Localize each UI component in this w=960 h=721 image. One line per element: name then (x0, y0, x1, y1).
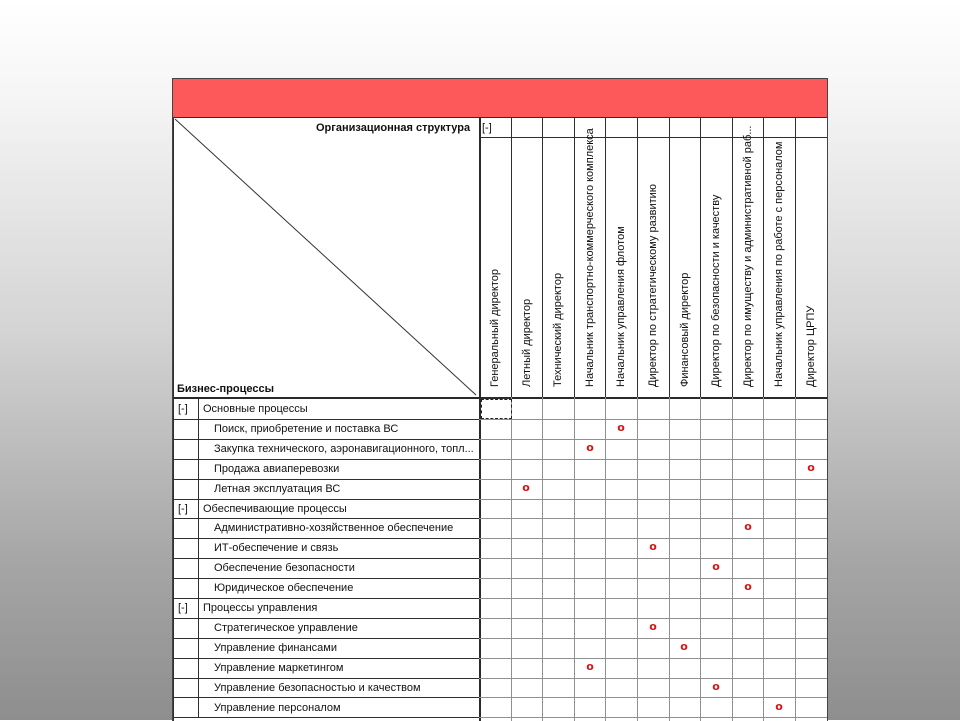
column-header-divider (700, 117, 701, 397)
responsibility-mark[interactable]: o (744, 520, 752, 533)
row-grid-line (479, 697, 827, 698)
org-row-bottom-border (479, 137, 827, 138)
process-group-label[interactable]: Обеспечивающие процессы (203, 503, 347, 515)
column-header[interactable]: Финансовый директор (679, 272, 691, 387)
responsibility-mark[interactable]: o (807, 461, 815, 474)
column-grid-line (732, 397, 733, 721)
column-header-divider (763, 117, 764, 397)
row-grid-line (479, 538, 827, 539)
toggle-column-divider (198, 598, 199, 618)
responsibility-mark[interactable]: o (775, 700, 783, 713)
column-header[interactable]: Директор по имуществу и административной раб... (742, 125, 754, 387)
business-processes-label: Бизнес-процессы (177, 383, 274, 395)
row-label-divider (173, 678, 479, 679)
toggle-column-divider (198, 618, 199, 638)
row-label-divider (173, 419, 479, 420)
toggle-column-divider (198, 499, 199, 519)
header-diagonal (173, 117, 479, 397)
toggle-column-divider (198, 538, 199, 558)
toggle-column-divider (198, 678, 199, 698)
row-label-divider (173, 717, 479, 718)
process-item-label[interactable]: Продажа авиаперевозки (214, 463, 340, 475)
row-label-divider (173, 439, 479, 440)
responsibility-mark[interactable]: o (586, 441, 594, 454)
column-header-divider (732, 117, 733, 397)
responsibility-mark[interactable]: o (649, 620, 657, 633)
toggle-column-divider (198, 658, 199, 678)
column-grid-line (605, 397, 606, 721)
responsibility-mark[interactable]: o (712, 680, 720, 693)
org-collapse-toggle[interactable]: [-] (482, 122, 492, 134)
process-item-label[interactable]: Управление финансами (214, 642, 337, 654)
group-collapse-toggle[interactable]: [-] (178, 503, 188, 515)
row-grid-line (479, 598, 827, 599)
row-grid-line (479, 638, 827, 639)
row-grid-line (479, 499, 827, 500)
process-group-label[interactable]: Процессы управления (203, 602, 318, 614)
row-grid-line (479, 439, 827, 440)
process-item-label[interactable]: Обеспечение безопасности (214, 562, 355, 574)
process-item-label[interactable]: Стратегическое управление (214, 622, 358, 634)
column-header-divider (542, 117, 543, 397)
responsibility-mark[interactable]: o (680, 640, 688, 653)
toggle-column-divider (198, 439, 199, 459)
row-grid-line (479, 558, 827, 559)
responsibility-mark[interactable]: o (712, 560, 720, 573)
row-label-divider (173, 598, 479, 599)
responsibility-mark[interactable]: o (522, 481, 530, 494)
column-header[interactable]: Начальник транспортно-коммерческого комплекса (584, 128, 596, 387)
column-header-divider (669, 117, 670, 397)
column-header[interactable]: Генеральный директор (489, 269, 501, 387)
responsibility-matrix (173, 117, 827, 721)
row-label-divider (173, 558, 479, 559)
process-item-label[interactable]: Административно-хозяйственное обеспечение (214, 522, 454, 534)
row-label-divider (173, 538, 479, 539)
column-header[interactable]: Технический директор (552, 272, 564, 387)
matrix-window (172, 78, 828, 721)
column-header[interactable]: Начальник управления по работе с персоналом (773, 141, 785, 387)
header-top-border (173, 117, 827, 118)
selected-cell[interactable] (481, 399, 512, 419)
process-item-label[interactable]: Управление маркетингом (214, 662, 344, 674)
column-grid-line (637, 397, 638, 721)
process-group-label[interactable]: Основные процессы (203, 403, 308, 415)
row-label-divider (173, 518, 479, 519)
process-item-label[interactable]: Управление персоналом (214, 702, 341, 714)
process-item-label[interactable]: Управление безопасностью и качеством (214, 682, 421, 694)
row-label-divider (173, 578, 479, 579)
toggle-column-divider (198, 558, 199, 578)
column-grid-line (542, 397, 543, 721)
toggle-column-divider (198, 518, 199, 538)
toggle-column-divider (198, 479, 199, 499)
column-grid-line (795, 397, 796, 721)
process-item-label[interactable]: Закупка технического, аэронавигационного, топл... (214, 443, 474, 455)
column-header[interactable]: Летный директор (521, 298, 533, 387)
row-grid-line (479, 518, 827, 519)
row-label-divider (173, 697, 479, 698)
toggle-column-divider (198, 459, 199, 479)
column-header[interactable]: Директор по безопасности и качеству (710, 194, 722, 387)
process-item-label[interactable]: ИТ-обеспечение и связь (214, 542, 339, 554)
process-item-label[interactable]: Поиск, приобретение и поставка ВС (214, 423, 399, 435)
column-grid-line (669, 397, 670, 721)
title-banner (173, 79, 827, 118)
process-item-label[interactable]: Летная эксплуатация ВС (214, 483, 341, 495)
column-grid-line (574, 397, 575, 721)
process-item-label[interactable]: Юридическое обеспечение (214, 582, 354, 594)
row-label-divider (173, 638, 479, 639)
header-right-border (827, 117, 828, 397)
column-header[interactable]: Директор ЦРПУ (805, 305, 817, 387)
row-label-divider (173, 499, 479, 500)
column-grid-line (763, 397, 764, 721)
group-collapse-toggle[interactable]: [-] (178, 602, 188, 614)
responsibility-mark[interactable]: o (744, 580, 752, 593)
row-grid-line (479, 419, 827, 420)
responsibility-mark[interactable]: o (586, 660, 594, 673)
toggle-column-divider (198, 698, 199, 718)
toggle-column-divider (198, 399, 199, 419)
row-grid-line (479, 678, 827, 679)
row-grid-line (479, 658, 827, 659)
responsibility-mark[interactable]: o (649, 540, 657, 553)
row-grid-line (479, 459, 827, 460)
column-header-divider (637, 117, 638, 397)
column-header[interactable]: Директор по стратегическому развитию (647, 183, 659, 387)
row-label-divider (173, 479, 479, 480)
toggle-column-divider (198, 578, 199, 598)
toggle-column-divider (198, 638, 199, 658)
column-grid-line (827, 397, 828, 721)
column-grid-line (700, 397, 701, 721)
row-label-divider (173, 658, 479, 659)
row-grid-line (479, 578, 827, 579)
row-grid-line (479, 479, 827, 480)
row-label-divider (173, 618, 479, 619)
column-header-divider (511, 117, 512, 397)
group-collapse-toggle[interactable]: [-] (178, 403, 188, 415)
column-header[interactable]: Начальник управления флотом (615, 226, 627, 387)
row-grid-line (479, 717, 827, 718)
responsibility-mark[interactable]: o (617, 421, 625, 434)
column-header-divider (795, 117, 796, 397)
toggle-column-divider (198, 419, 199, 439)
row-label-divider (173, 459, 479, 460)
org-structure-label: Организационная структура (316, 122, 471, 134)
column-header-divider (574, 117, 575, 397)
row-grid-line (479, 618, 827, 619)
column-grid-line (511, 397, 512, 721)
column-header-divider (605, 117, 606, 397)
